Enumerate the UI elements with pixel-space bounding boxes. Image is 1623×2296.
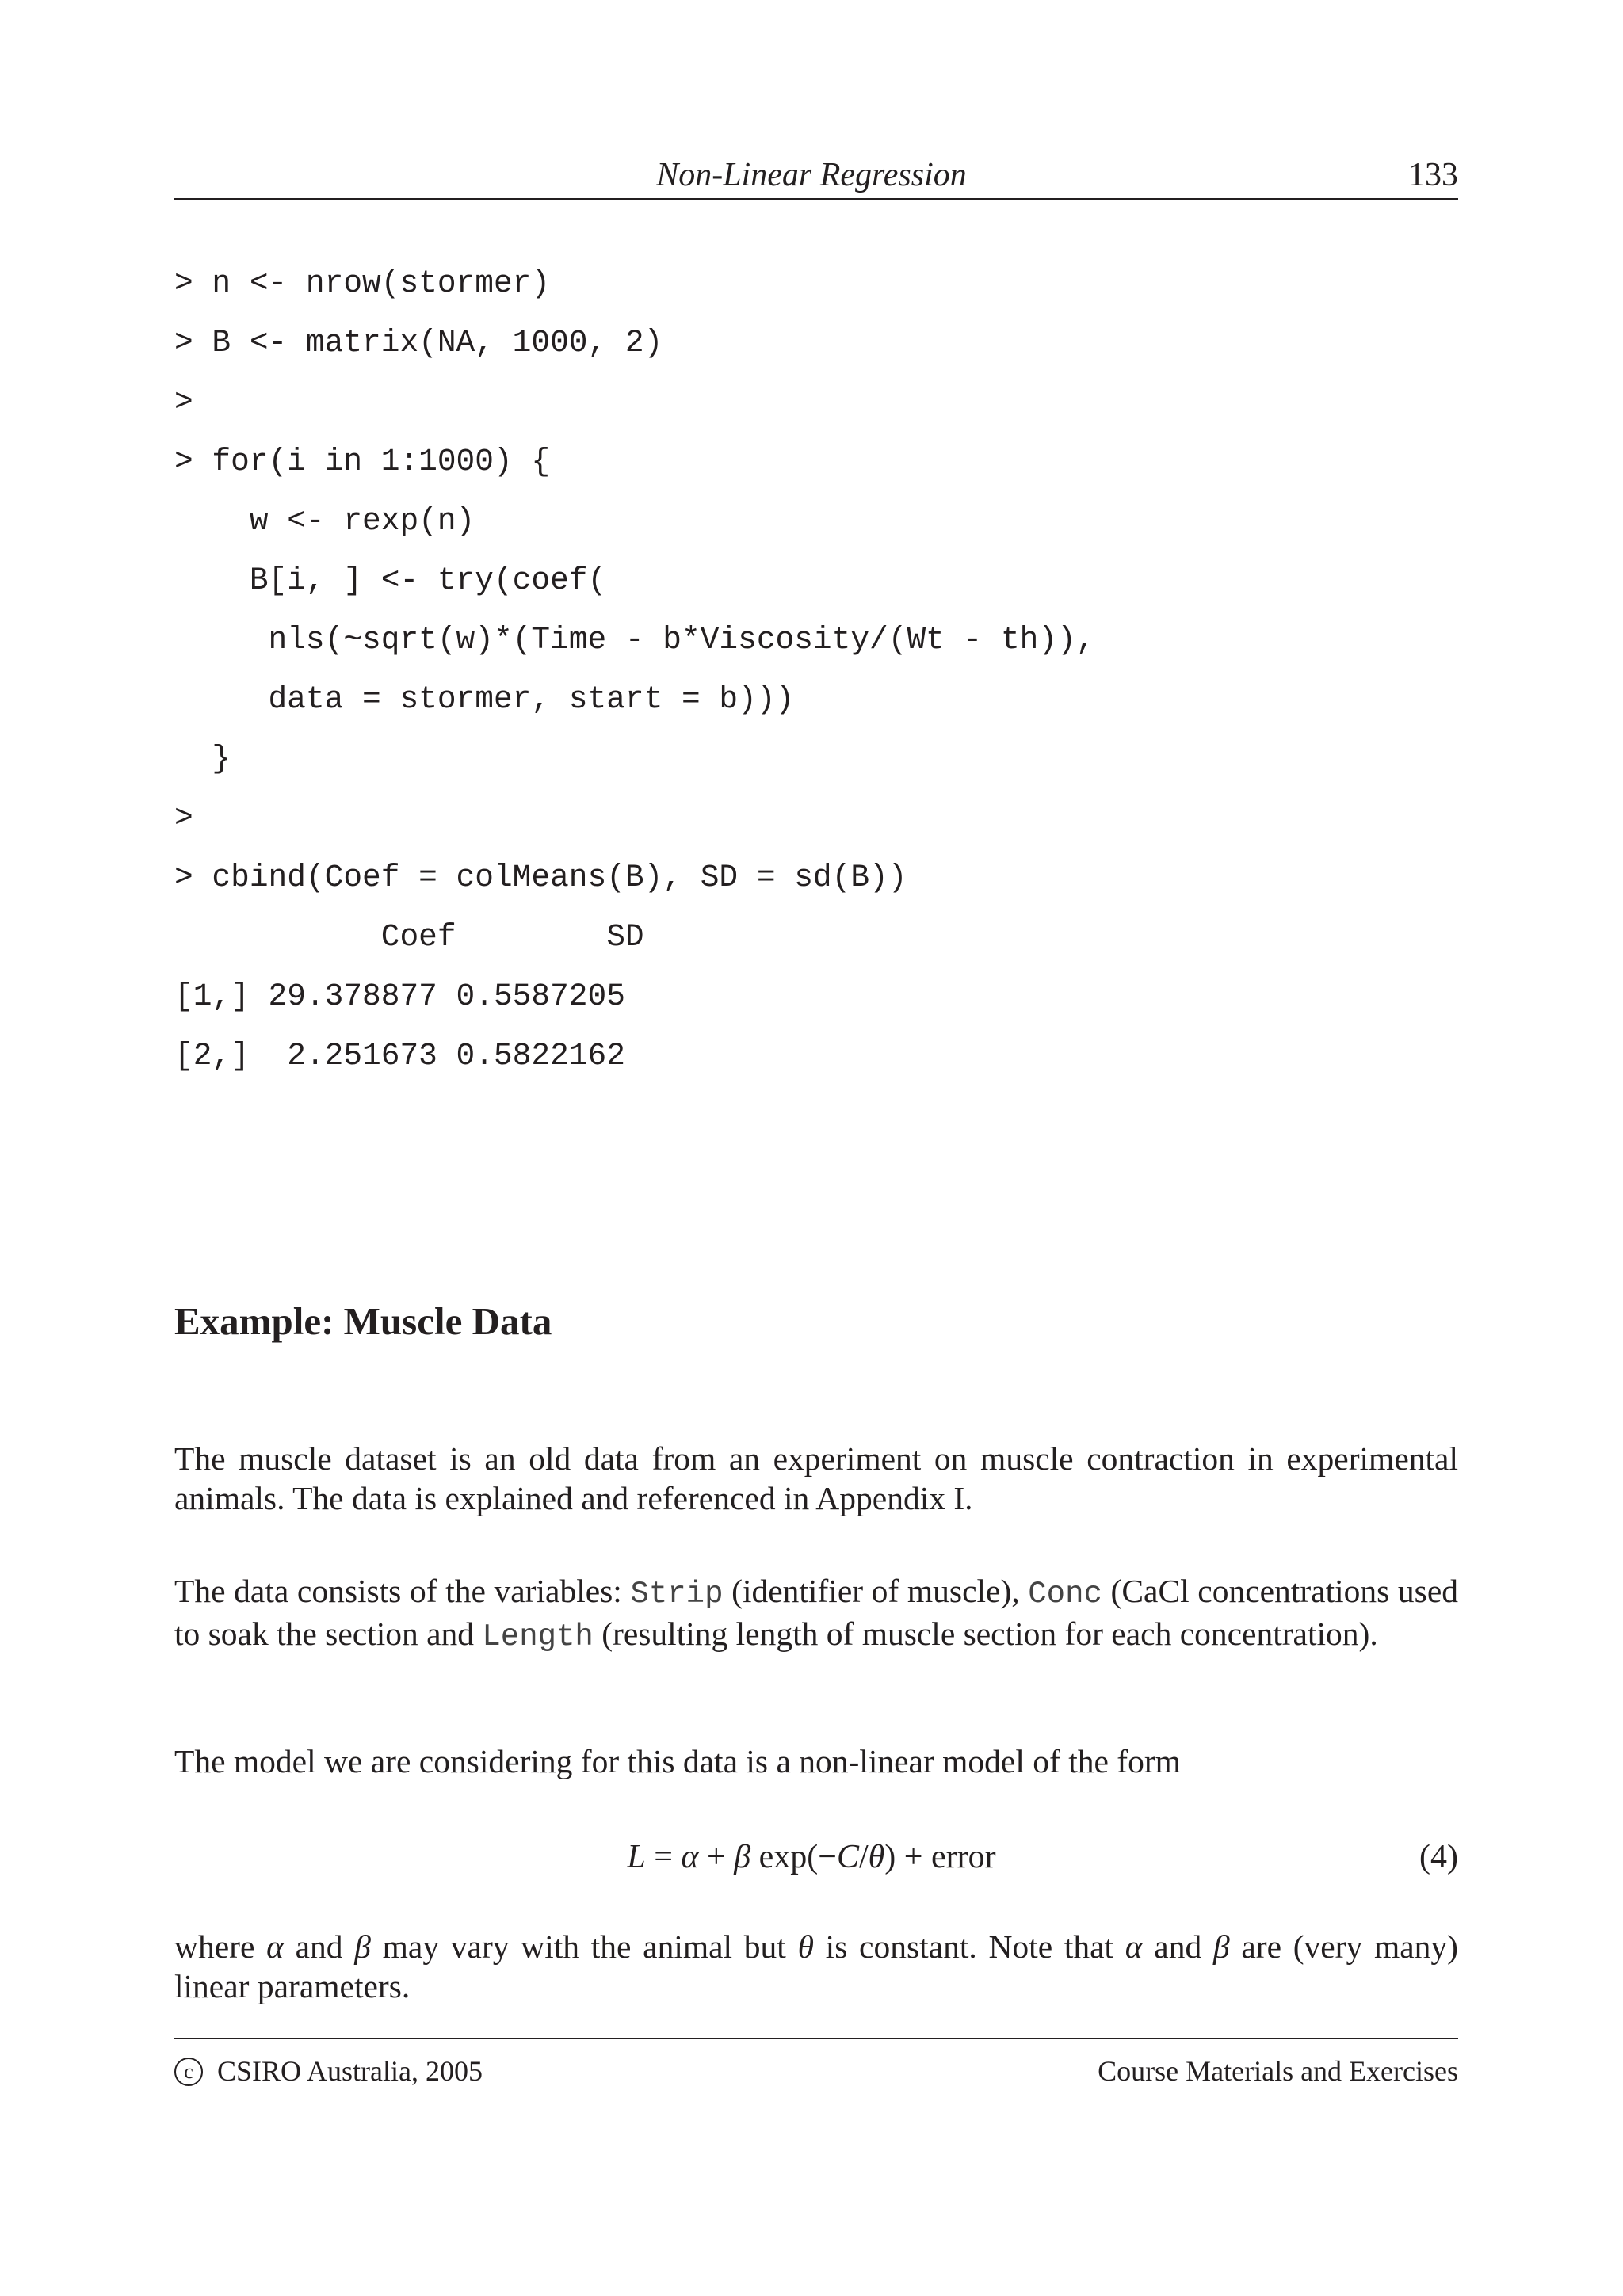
paragraph-variables [174,1571,1458,1657]
equation-number: (4) [1419,1839,1458,1875]
text-span: (identifier of muscle), [723,1573,1029,1609]
eq-text: exp(− [750,1839,837,1875]
code-line: > [174,800,193,836]
paragraph-intro: The muscle dataset is an old data from an experiment on muscle contraction in experimental animals. The data is explained and referenced in Appendix I. [174,1440,1458,1516]
math-symbol: θ [797,1928,814,1965]
eq-symbol: β [734,1839,751,1875]
footer-left-text: CSIRO Australia, 2005 [217,2055,483,2087]
section-heading: Example: Muscle Data [174,1299,552,1343]
eq-symbol: α [681,1839,699,1875]
eq-text: + [698,1839,735,1875]
footer-copyright [174,2054,483,2088]
eq-text: ) + error [884,1839,996,1875]
code-line: > [174,384,193,420]
text-span: may vary with the animal but [370,1928,798,1965]
math-symbol: α [1125,1928,1143,1965]
eq-symbol: L [627,1839,646,1875]
paragraph-model: The model we are considering for this data is a non-linear model of the form [174,1743,1181,1779]
text-span: is constant. Note that [813,1928,1125,1965]
eq-symbol: θ [868,1839,885,1875]
text-span: and [283,1928,355,1965]
footer-rule [174,2038,1458,2039]
code-line: > for(i in 1:1000) { [174,444,551,479]
math-symbol: β [354,1928,371,1965]
page-number: 133 [1408,157,1458,193]
eq-text: = [645,1839,682,1875]
text-span: and [1142,1928,1213,1965]
variable-length: Length [482,1619,594,1654]
text-span: are (very many) linear parameters. [174,1928,1458,2004]
eq-symbol: C [836,1839,859,1875]
variable-strip: Strip [630,1577,724,1611]
variable-conc: Conc [1028,1577,1102,1611]
text-span: (CaCl concentrations used to soak the section and [174,1573,1458,1652]
paragraph-parameters [174,1927,1458,2006]
code-line: w <- rexp(n) [174,503,475,539]
code-line: B[i, ] <- try(coef( [174,563,607,598]
copyright-icon: c [174,2058,203,2086]
running-header-title: Non-Linear Regression [656,157,967,193]
math-symbol: β [1212,1928,1230,1965]
code-line: > n <- nrow(stormer) [174,265,551,301]
footer-course-title: Course Materials and Exercises [1098,2055,1458,2087]
code-line: > B <- matrix(NA, 1000, 2) [174,325,663,360]
code-output-line: [2,] 2.251673 0.5822162 [174,1038,625,1074]
math-symbol: α [266,1928,284,1965]
eq-text: / [858,1839,869,1875]
code-line: > cbind(Coef = colMeans(B), SD = sd(B)) [174,860,907,895]
equation [0,1836,1623,1878]
header-rule [174,198,1458,200]
text-span: (resulting length of muscle section for each concentration). [593,1615,1378,1652]
code-line: nls(~sqrt(w)*(Time - b*Viscosity/(Wt - th)), [174,622,1095,658]
code-line: data = stormer, start = b))) [174,681,795,717]
text-span: where [174,1928,267,1965]
code-output-line: [1,] 29.378877 0.5587205 [174,978,625,1014]
text-span: The data consists of the variables: [174,1573,631,1609]
code-output-line: Coef SD [174,919,644,955]
code-line: } [174,741,231,776]
